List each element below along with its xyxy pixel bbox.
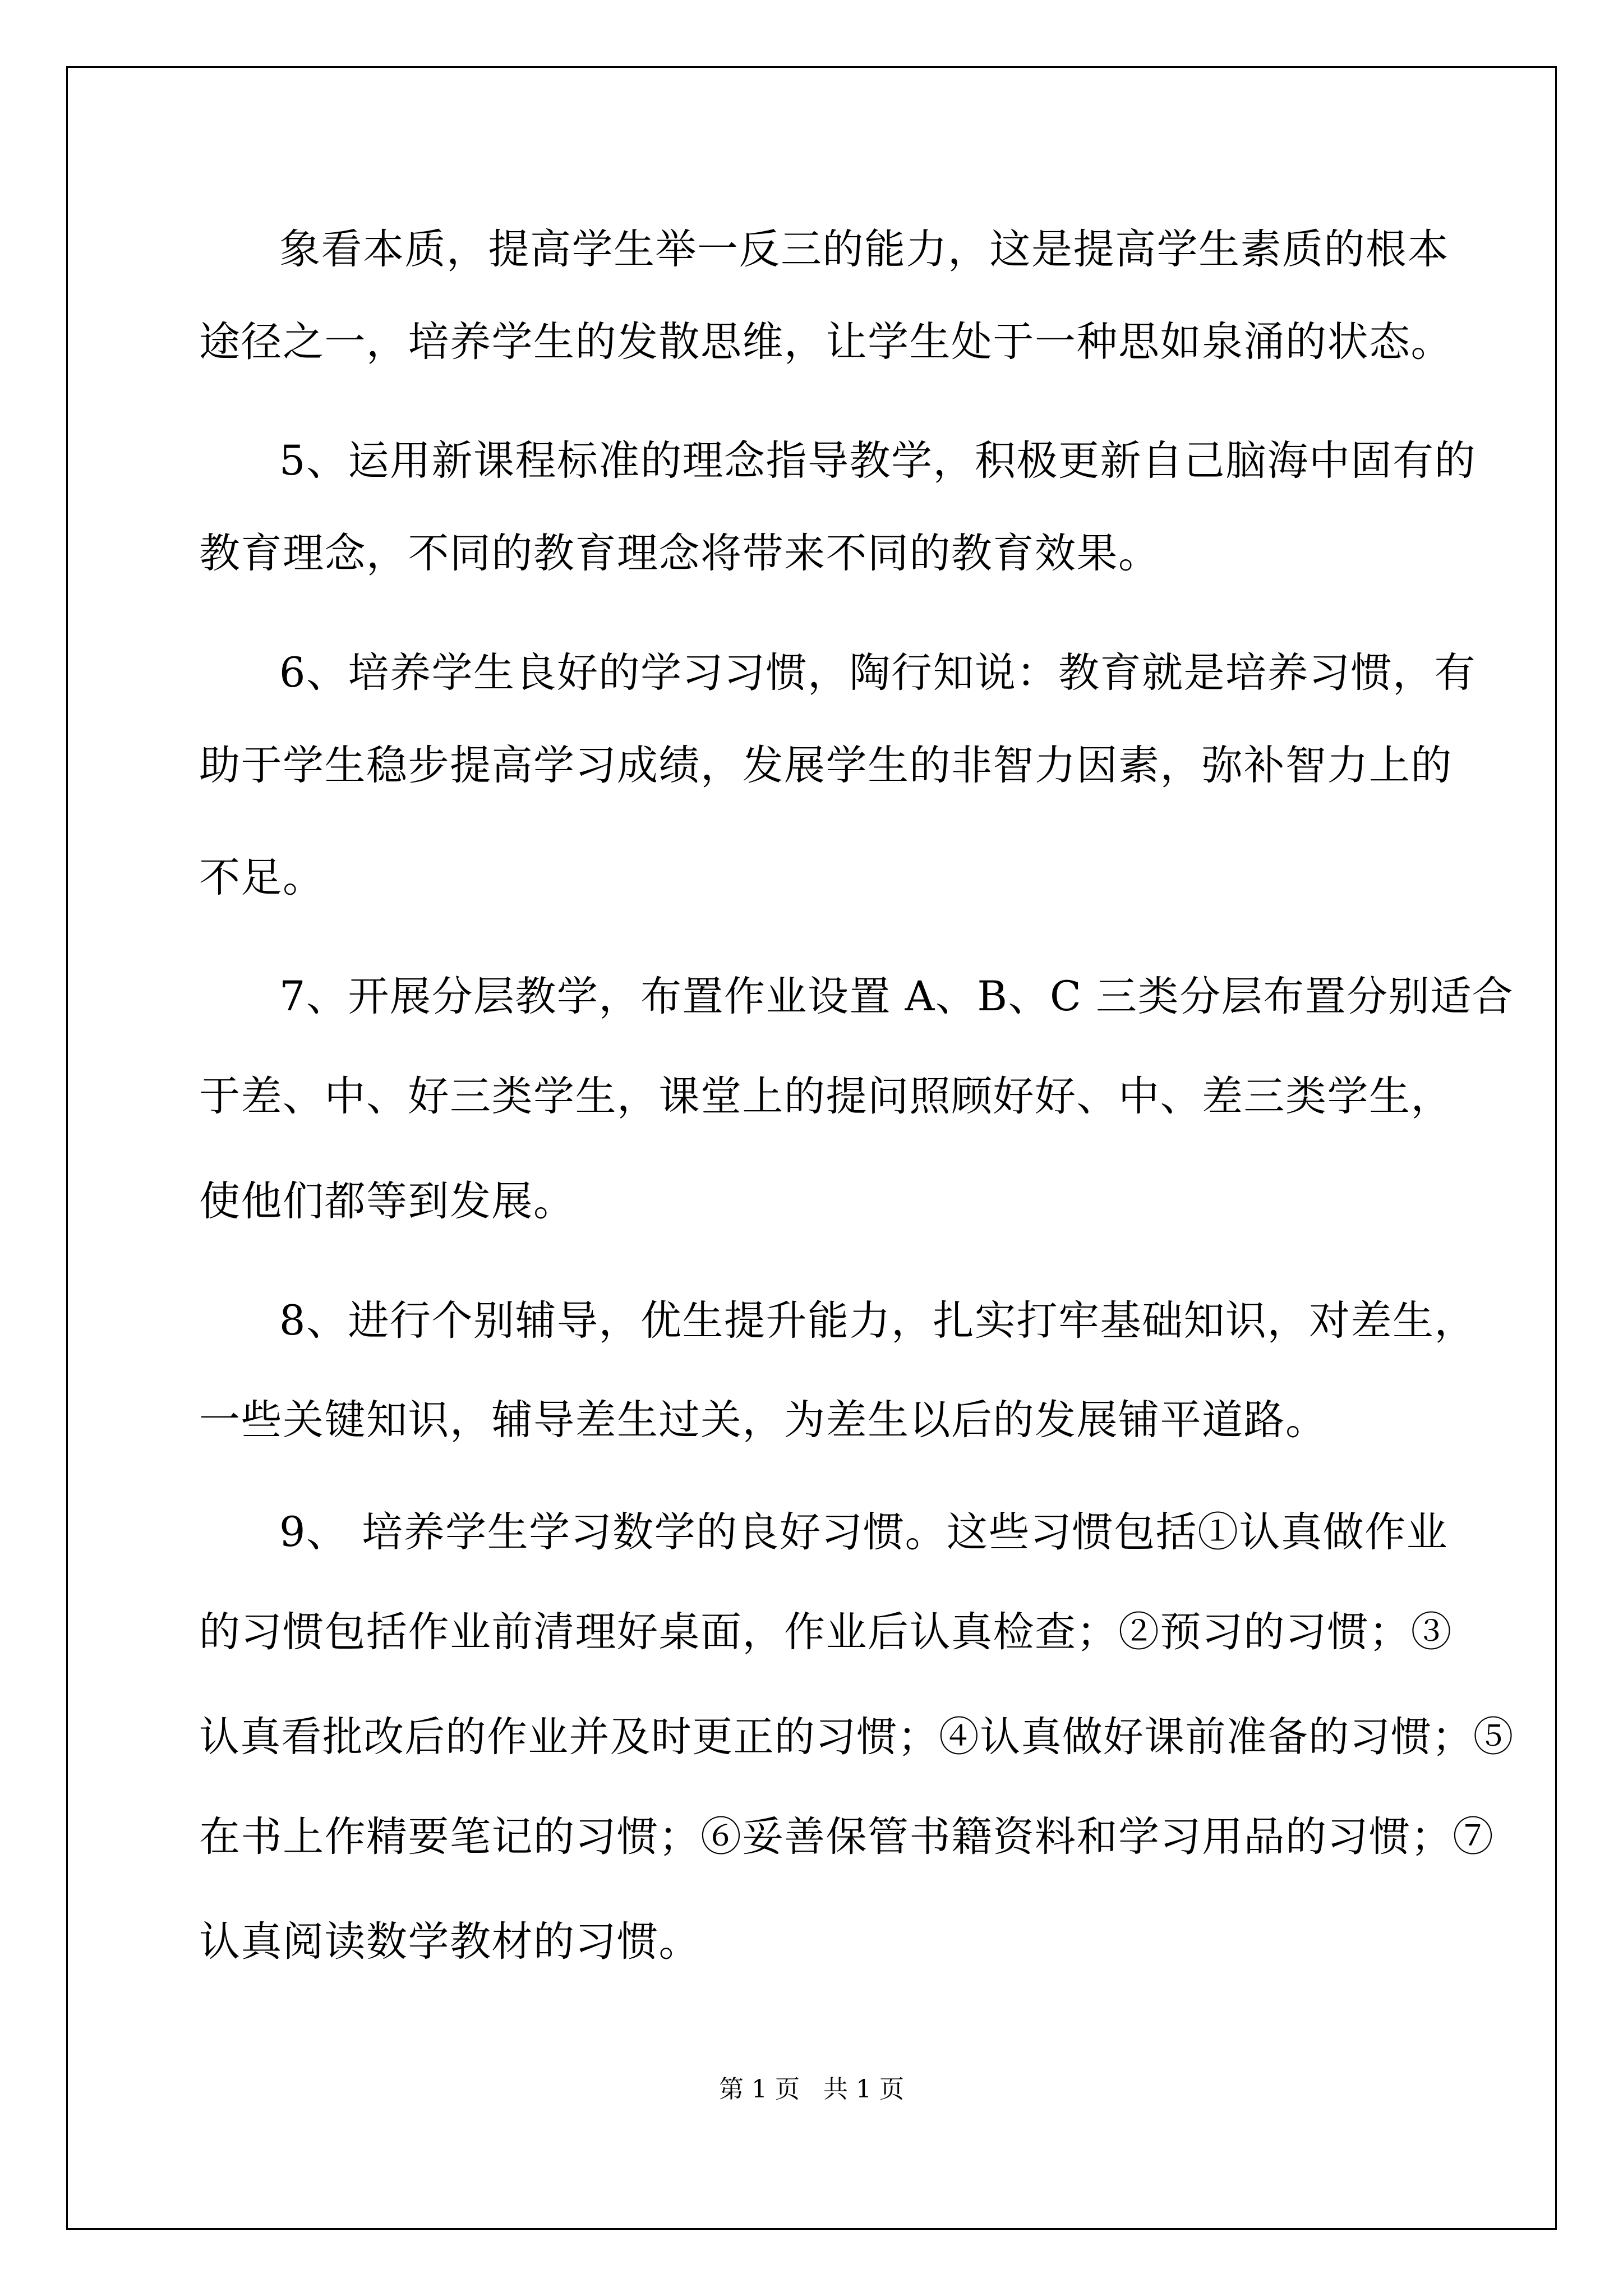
text-line: 不足。 [199,854,325,901]
text-line: 6、培养学生良好的学习习惯，陶行知说：教育就是培养习惯，有 [279,649,1476,697]
text-line: 在书上作精要笔记的习惯；⑥妥善保管书籍资料和学习用品的习惯；⑦ [199,1813,1495,1861]
text-line: 7、开展分层教学，布置作业设置 A、B、C 三类分层布置分别适合 [279,973,1514,1020]
text-line: 认真看批改后的作业并及时更正的习惯；④认真做好课前准备的习惯；⑤ [199,1713,1514,1761]
page-number-footer: 第 1 页 共 1 页 [719,2075,904,2104]
page-border [66,66,1557,2230]
text-line: 教育理念，不同的教育理念将带来不同的教育效果。 [199,530,1160,577]
text-line: 一些关键知识，辅导差生过关，为差生以后的发展铺平道路。 [199,1396,1327,1444]
text-line: 象看本质，提高学生举一反三的能力，这是提高学生素质的根本 [279,226,1449,273]
text-line: 认真阅读数学教材的习惯。 [199,1918,700,1966]
text-line: 于差、中、好三类学生，课堂上的提问照顾好好、中、差三类学生， [199,1073,1453,1120]
text-line: 9、 培养学生学习数学的良好习惯。这些习惯包括①认真做作业 [279,1508,1449,1556]
text-line: 的习惯包括作业前清理好桌面，作业后认真检查；②预习的习惯；③ [199,1608,1453,1656]
text-line: 5、运用新课程标准的理念指导教学，积极更新自己脑海中固有的 [279,437,1476,485]
text-line: 途径之一，培养学生的发散思维，让学生处于一种思如泉涌的状态。 [199,318,1453,366]
text-line: 使他们都等到发展。 [199,1177,575,1225]
text-line: 助于学生稳步提高学习成绩，发展学生的非智力因素，弥补智力上的 [199,742,1453,789]
text-line: 8、进行个别辅导，优生提升能力，扎实打牢基础知识，对差生， [279,1297,1476,1345]
